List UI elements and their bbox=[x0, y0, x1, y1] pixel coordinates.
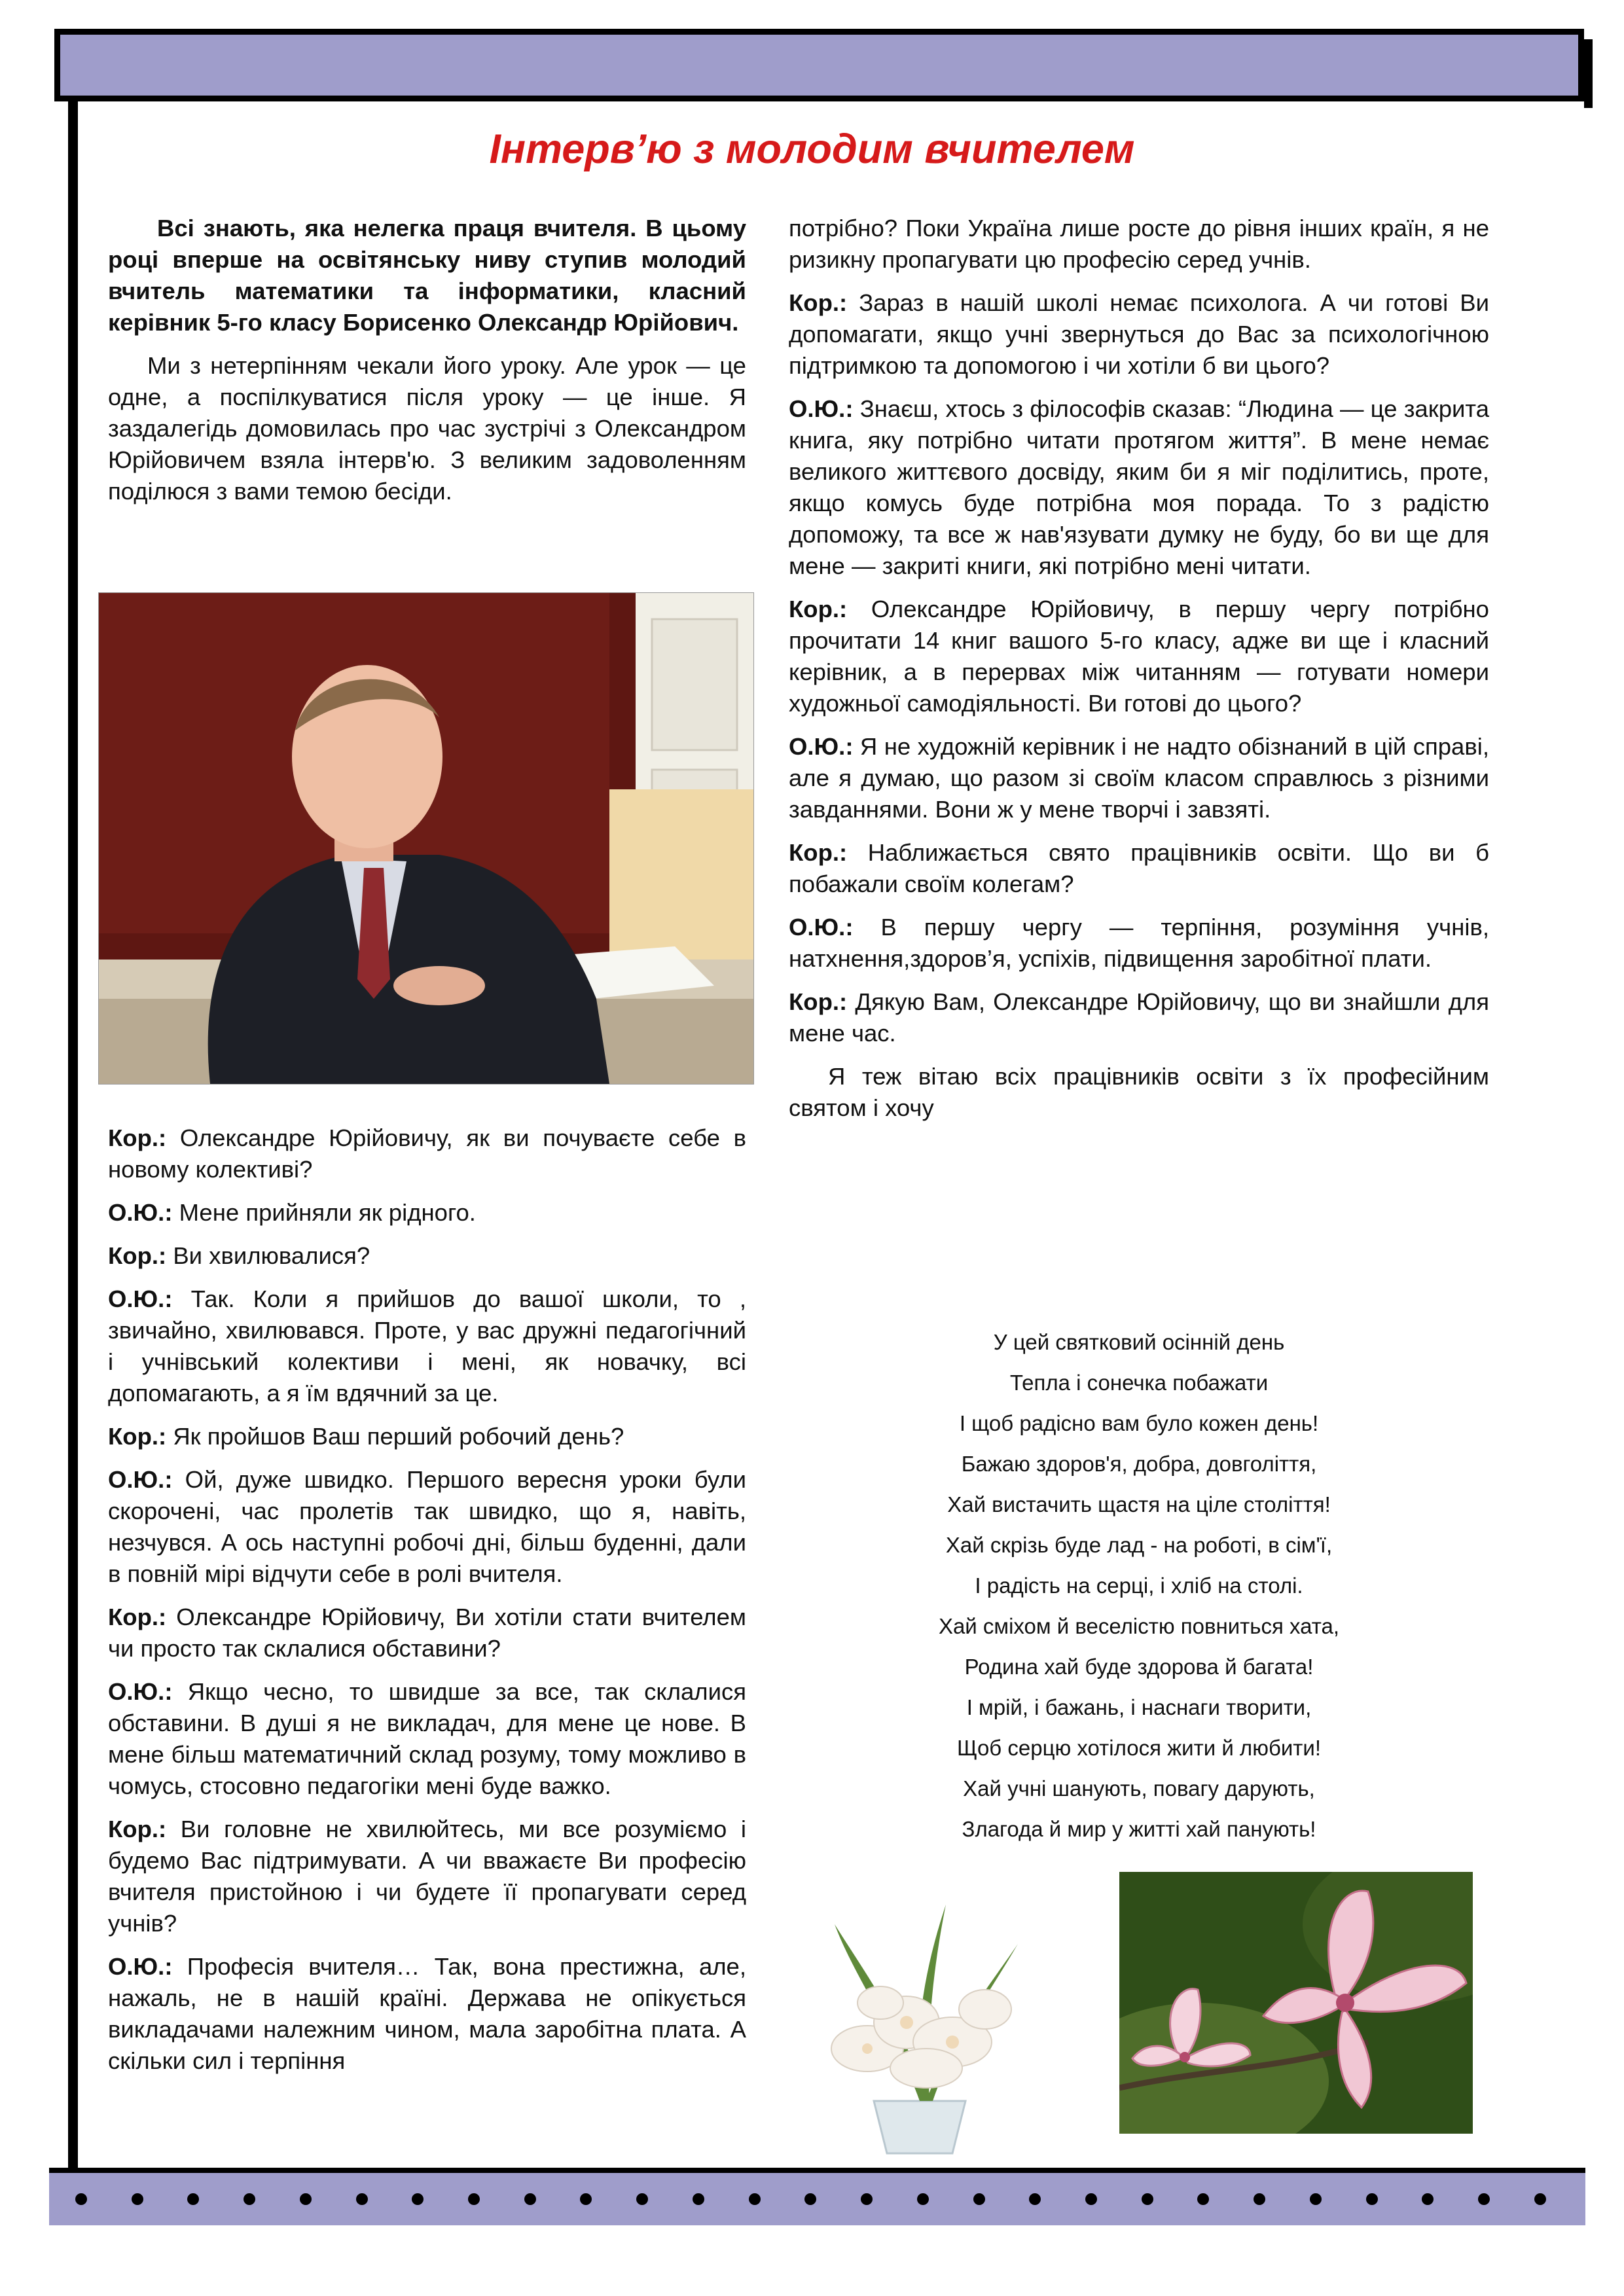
continued-answer: потрібно? Поки Україна лише росте до рівня інших країн, я не ризикну пропагувати цю професію серед учнів. bbox=[789, 215, 1489, 273]
banner-dot bbox=[132, 2193, 143, 2205]
closing-paragraph: Я теж вітаю всіх працівників освіти з їх професійним святом і хочу bbox=[789, 1063, 1489, 1121]
poem-line: Злагода й мир у житті хай панують! bbox=[962, 1817, 1316, 1841]
banner-dot bbox=[75, 2193, 87, 2205]
banner-dot bbox=[1197, 2193, 1209, 2205]
intro-paragraph-2: Ми з нетерпінням чекали його уроку. Але урок — це одне, а поспілкуватися після уроку — це інше. Я заздалегідь домовилась про час зустрічі з Олександром Юрійовичем взяла інтерв'ю. З великим задоволенням поділюся з вами темою бесіди. bbox=[108, 352, 746, 505]
poem-line: Тепла і сонечка побажати bbox=[1009, 1371, 1269, 1395]
qa-item: Кор.: Олександре Юрійовичу, в першу чергу потрібно прочитати 14 книг вашого 5-го класу, адже ви ще і класний керівник, а в перервах між читанням — готувати номери художньої самодіяльності. Ви готові до цього? bbox=[789, 596, 1489, 717]
magnolia-image bbox=[1119, 1872, 1473, 2134]
poem-line: У цей святковий осінній день bbox=[993, 1330, 1285, 1354]
poem-line: Щоб серцю хотілося жити й любити! bbox=[957, 1736, 1321, 1760]
poem-line: Бажаю здоров'я, добра, довголіття, bbox=[961, 1452, 1317, 1476]
poem-line: І радість на серці, і хліб на столі. bbox=[975, 1573, 1303, 1598]
banner-dot bbox=[1366, 2193, 1378, 2205]
banner-dot bbox=[917, 2193, 929, 2205]
left-border-rule bbox=[68, 101, 78, 2171]
qa-item: Кор.: Наближається свято працівників освіти. Що ви б побажали своїм колегам? bbox=[789, 839, 1489, 897]
banner-dot bbox=[749, 2193, 761, 2205]
poem-line: Хай учні шанують, повагу дарують, bbox=[963, 1776, 1315, 1801]
left-qa-section bbox=[108, 1122, 746, 2089]
qa-item: О.Ю.: Так. Коли я прийшов до вашої школи, то , звичайно, хвилювався. Проте, у вас дружні педагогічний і учнівський колективи і мені, як новачку, всі допомагають, а я їм вдячний за це. bbox=[108, 1285, 746, 1407]
qa-item: О.Ю.: В першу чергу — терпіння, розуміння учнів, натхнення,здоров’я, успіхів, підвищення заробітної плати. bbox=[789, 914, 1489, 972]
top-banner bbox=[54, 29, 1584, 101]
banner-dot bbox=[412, 2193, 424, 2205]
qa-item: Кор.: Як пройшов Ваш перший робочий день? bbox=[108, 1423, 624, 1450]
poem-line: Хай вистачить щастя на ціле століття! bbox=[947, 1492, 1331, 1516]
qa-item: О.Ю.: Я не художній керівник і не надто обізнаний в цій справі, але я думаю, що разом зі своїм класом справлюсь з різними завданнями. Вони ж у мене творчі і завзяті. bbox=[789, 733, 1489, 823]
poem-line: І мрій, і бажань, і наснаги творити, bbox=[966, 1695, 1312, 1719]
poem-line: Хай сміхом й веселістю повниться хата, bbox=[938, 1614, 1340, 1638]
intro-paragraph: Всі знають, яка нелегка праця вчителя. В цьому році вперше на освітянську ниву ступив молодий вчитель математики та інформатики, класний керівник 5-го класу Борисенко Олександр Юрійович. bbox=[108, 215, 746, 336]
qa-item: О.Ю.: Якщо чесно, то швидше за все, так склалися обставини. В душі я не викладач, для мене це нове. В мене більш математичний склад розуму, тому можливо в чомусь, стосовно педагогіки мені буде важко. bbox=[108, 1678, 746, 1799]
top-banner-shadow bbox=[1584, 39, 1593, 108]
banner-dot bbox=[973, 2193, 985, 2205]
banner-dot bbox=[804, 2193, 816, 2205]
banner-dot bbox=[1085, 2193, 1097, 2205]
intro-section bbox=[108, 213, 746, 519]
banner-dot bbox=[187, 2193, 199, 2205]
qa-item: Кор.: Ви хвилювалися? bbox=[108, 1242, 370, 1269]
qa-item: Кор.: Дякую Вам, Олександре Юрійовичу, що ви знайшли для мене час. bbox=[789, 988, 1489, 1047]
qa-item: О.Ю.: Знаєш, хтось з філософів сказав: “Людина — це закрита книга, яку потрібно читати протягом життя”. В мене немає великого життєвого досвіду, яким би я міг поділитись, проте, якщо комусь буде потрібна моя порада. То з радістю допоможу, та все ж нав'язувати думку не буду, бо ви ще для мене — закриті книги, які потрібно мені читати. bbox=[789, 395, 1489, 579]
banner-dot bbox=[524, 2193, 536, 2205]
banner-dot bbox=[356, 2193, 368, 2205]
qa-item: Кор.: Зараз в нашій школі немає психолога. А чи готові Ви допомагати, якщо учні звернуться до Вас за психологічною підтримкою та допомогою і чи хотіли б ви цього? bbox=[789, 289, 1489, 379]
page-title: Інтерв’ю з молодим вчителем bbox=[489, 126, 1135, 172]
banner-dot bbox=[1310, 2193, 1322, 2205]
poem-line: І щоб радісно вам було кожен день! bbox=[959, 1411, 1319, 1435]
banner-dot bbox=[1534, 2193, 1546, 2205]
lily-bouquet-image bbox=[795, 1885, 1044, 2160]
poem bbox=[789, 1322, 1489, 1850]
right-qa-section bbox=[789, 213, 1489, 1136]
banner-dot bbox=[1029, 2193, 1041, 2205]
qa-item: О.Ю.: Професія вчителя… Так, вона престижна, але, нажаль, не в нашій країні. Держава не опікується викладачами належним чином, мала заробітна плата. А скільки сил і терпіння bbox=[108, 1953, 746, 2074]
qa-item: О.Ю.: Мене прийняли як рідного. bbox=[108, 1199, 476, 1226]
banner-dot bbox=[1142, 2193, 1153, 2205]
banner-dot bbox=[693, 2193, 704, 2205]
banner-dot bbox=[636, 2193, 648, 2205]
qa-item: Кор.: Олександре Юрійовичу, Ви хотіли стати вчителем чи просто так склалися обставини? bbox=[108, 1604, 746, 1662]
banner-dot bbox=[1254, 2193, 1265, 2205]
banner-dot bbox=[300, 2193, 312, 2205]
qa-item: Кор.: Ви головне не хвилюйтесь, ми все розуміємо і будемо Вас підтримувати. А чи вважаєте Ви професію вчителя пристойною і чи будете її пропагувати серед учнів? bbox=[108, 1816, 746, 1937]
banner-dot bbox=[1422, 2193, 1434, 2205]
banner-dot bbox=[468, 2193, 480, 2205]
poem-line: Родина хай буде здорова й багата! bbox=[964, 1655, 1314, 1679]
banner-dot bbox=[244, 2193, 255, 2205]
qa-item: Кор.: Олександре Юрійовичу, як ви почуваєте себе в новому колективі? bbox=[108, 1124, 746, 1183]
poem-line: Хай скрізь буде лад - на роботі, в сім'ї, bbox=[945, 1533, 1333, 1557]
banner-dot bbox=[861, 2193, 873, 2205]
banner-dot bbox=[1478, 2193, 1490, 2205]
teacher-photo bbox=[98, 592, 754, 1085]
banner-dot bbox=[580, 2193, 592, 2205]
qa-item: О.Ю.: Ой, дуже швидко. Першого вересня уроки були скорочені, час пролетів так швидко, що я, навіть, незчувся. А ось наступні робочі дні, більш буденні, дали в повній мірі відчути себе в ролі вчителя. bbox=[108, 1466, 746, 1587]
bottom-banner bbox=[49, 2168, 1585, 2225]
